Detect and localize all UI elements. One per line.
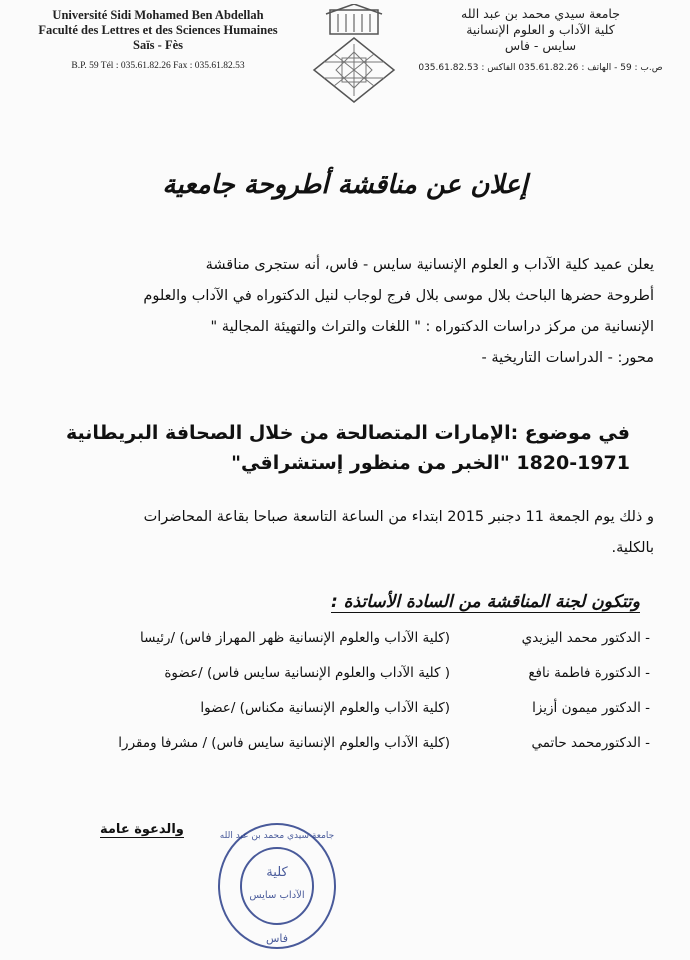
committee-member xyxy=(50,630,650,646)
topic-line: 1820-1971 "الخبر من منظور إستشراقي" xyxy=(231,452,630,474)
closing-invitation: والدعوة عامة xyxy=(100,822,184,837)
member-institution: (كلية الآداب والعلوم الإنسانية مكناس) /عضوا xyxy=(200,700,450,716)
university-logo-icon xyxy=(308,4,400,104)
svg-text:كلية: كلية xyxy=(266,865,288,880)
university-name-ar: جامعة سيدي محمد بن عبد الله xyxy=(461,6,620,21)
member-institution: ( كلية الآداب والعلوم الإنسانية سايس فاس) /عضوة xyxy=(164,665,450,681)
schedule-paragraph xyxy=(42,502,654,564)
intro-line: محور: - الدراسات التاريخية - xyxy=(481,350,654,366)
header-french xyxy=(18,8,298,74)
intro-line: الإنسانية من مركز دراسات الدكتوراه : " اللغات والتراث والتهيئة المجالية " xyxy=(210,319,654,335)
intro-paragraph xyxy=(42,250,654,374)
committee-member xyxy=(50,735,650,751)
header-arabic xyxy=(413,6,668,76)
faculty-name-fr: Faculté des Lettres et des Sciences Humaines xyxy=(38,23,278,37)
committee-member xyxy=(50,700,650,716)
topic-line: في موضوع :الإمارات المتصالحة من خلال الصحافة البريطانية xyxy=(66,422,630,444)
faculty-stamp-icon xyxy=(214,820,340,952)
member-name: - الدكتورمحمد حاتمي xyxy=(531,735,650,751)
member-institution: (كلية الآداب والعلوم الإنسانية ظهر المهراز فاس) /رئيسا xyxy=(140,630,450,646)
contact-fr: B.P. 59 Tél : 035.61.82.26 Fax : 035.61.82.53 xyxy=(71,61,245,71)
schedule-line: بالكلية. xyxy=(611,540,654,556)
thesis-topic xyxy=(50,418,630,478)
svg-text:الآداب سايس: الآداب سايس xyxy=(249,890,305,901)
svg-text:جامعة سيدي محمد بن عبد الله: جامعة سيدي محمد بن عبد الله xyxy=(219,831,335,841)
contact-ar: ص.ب : 59 - الهاتف : 035.61.82.26 الفاكس : 035.61.82.53 xyxy=(418,63,663,73)
schedule-line: و ذلك يوم الجمعة 11 دجنبر 2015 ابتداء من الساعة التاسعة صباحا بقاعة المحاضرات xyxy=(143,509,654,525)
committee-member xyxy=(50,665,650,681)
intro-line: يعلن عميد كلية الآداب و العلوم الإنسانية سايس - فاس، أنه ستجرى مناقشة xyxy=(205,257,654,273)
intro-line: أطروحة حضرها الباحث بلال موسى بلال فرج لوجاب لنيل الدكتوراه في الآداب والعلوم xyxy=(143,288,654,304)
city-fr: Saïs - Fès xyxy=(133,38,183,52)
svg-text:فاس: فاس xyxy=(265,932,289,945)
city-ar: سايس - فاس xyxy=(504,38,577,53)
member-name: - الدكتور محمد اليزيدي xyxy=(521,630,650,646)
announcement-title: إعلان عن مناقشة أطروحة جامعية xyxy=(162,170,528,200)
university-name-fr: Université Sidi Mohamed Ben Abdellah xyxy=(52,8,264,22)
member-name: - الدكتورة فاطمة نافع xyxy=(528,665,650,681)
faculty-name-ar: كلية الآداب و العلوم الإنسانية xyxy=(466,22,615,37)
member-name: - الدكتور ميمون أزيزا xyxy=(532,700,650,716)
committee-heading: وتتكون لجنة المناقشة من السادة الأساتذة : xyxy=(330,592,640,612)
member-institution: (كلية الآداب والعلوم الإنسانية سايس فاس) / مشرفا ومقررا xyxy=(118,735,450,751)
